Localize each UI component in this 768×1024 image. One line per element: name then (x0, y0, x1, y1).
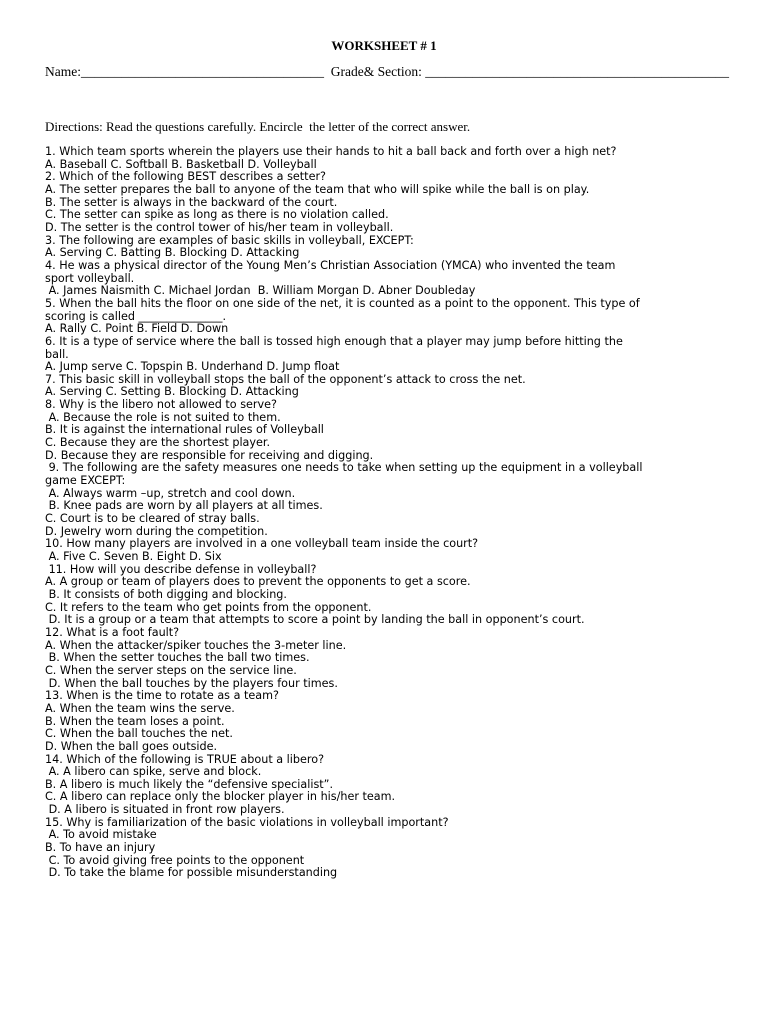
name-grade-section-line: Name:____________________________________ Grade& Section: _____________________________________________ (45, 64, 729, 79)
question-line: C. When the ball touches the net. (45, 727, 233, 741)
question-line: B. It consists of both digging and blocking. (45, 587, 287, 601)
question-line: A. Because the role is not suited to them. (45, 410, 281, 424)
question-line: C. A libero can replace only the blocker player in his/her team. (45, 790, 396, 804)
question-line: 6. It is a type of service where the ball is tossed high enough that a player may jump before hitting the (45, 334, 623, 348)
question-line: B. The setter is always in the backward of the court. (45, 195, 338, 209)
question-line: A. To avoid mistake (45, 828, 157, 842)
question-line: A. Rally C. Point B. Field D. Down (45, 322, 229, 336)
question-line: D. Because they are responsible for receiving and digging. (45, 448, 374, 462)
question-line: A. When the attacker/spiker touches the 3-meter line. (45, 638, 347, 652)
question-line: C. It refers to the team who get points from the opponent. (45, 600, 372, 614)
question-line: A. Serving C. Setting B. Blocking D. Attacking (45, 385, 299, 399)
question-line: D. To take the blame for possible misunderstanding (45, 866, 338, 880)
question-line: 10. How many players are involved in a one volleyball team inside the court? (45, 537, 479, 551)
question-line: 11. How will you describe defense in volleyball? (45, 562, 317, 576)
question-line: 9. The following are the safety measures one needs to take when setting up the equipment in a volleyball (45, 461, 643, 475)
question-line: 5. When the ball hits the floor on one side of the net, it is counted as a point to the opponent. This type of (45, 296, 640, 310)
question-line: B. It is against the international rules of Volleyball (45, 423, 324, 437)
question-line: A. James Naismith C. Michael Jordan B. William Morgan D. Abner Doubleday (45, 284, 476, 298)
question-line: 15. Why is familiarization of the basic violations in volleyball important? (45, 815, 449, 829)
question-line: D. A libero is situated in front row players. (45, 803, 285, 817)
question-line: D. It is a group or a team that attempts to score a point by landing the ball in opponent’s court. (45, 613, 585, 627)
question-line: scoring is called _______________. (45, 309, 226, 323)
question-line: 12. What is a foot fault? (45, 625, 180, 639)
question-line: D. When the ball touches by the players four times. (45, 676, 338, 690)
directions-text: Directions: Read the questions carefully. Encircle the letter of the correct answer. (45, 119, 471, 134)
question-line: 2. Which of the following BEST describes a setter? (45, 170, 326, 184)
question-line: D. When the ball goes outside. (45, 739, 218, 753)
question-line: C. When the server steps on the service line. (45, 663, 297, 677)
worksheet-title: WORKSHEET # 1 (331, 38, 437, 53)
question-line: B. A libero is much likely the “defensive specialist”. (45, 777, 334, 791)
question-line: D. Jewelry worn during the competition. (45, 524, 268, 538)
question-list (45, 146, 735, 880)
question-line: sport volleyball. (45, 271, 135, 285)
question-line: C. Court is to be cleared of stray balls. (45, 512, 260, 526)
question-line: D. The setter is the control tower of his/her team in volleyball. (45, 220, 394, 234)
question-line: 1. Which team sports wherein the players use their hands to hit a ball back and forth over a high net? (45, 145, 617, 158)
question-line: A. Serving C. Batting B. Blocking D. Attacking (45, 246, 300, 260)
question-line: A. When the team wins the serve. (45, 701, 235, 715)
question-line: ball. (45, 347, 69, 361)
question-line: game EXCEPT: (45, 474, 126, 488)
question-line: 7. This basic skill in volleyball stops the ball of the opponent’s attack to cross the net. (45, 372, 526, 386)
question-line: A. A libero can spike, serve and block. (45, 765, 262, 779)
question-line: 3. The following are examples of basic skills in volleyball, EXCEPT: (45, 233, 414, 247)
question-line: B. To have an injury (45, 841, 156, 855)
question-line: 8. Why is the libero not allowed to serve? (45, 398, 277, 412)
question-line: A. Baseball C. Softball B. Basketball D. Volleyball (45, 157, 317, 171)
question-line: B. Knee pads are worn by all players at all times. (45, 499, 323, 513)
question-line: C. The setter can spike as long as there is no violation called. (45, 208, 389, 222)
question-line: B. When the setter touches the ball two times. (45, 651, 310, 665)
question-line: C. Because they are the shortest player. (45, 436, 271, 450)
question-line: A. Jump serve C. Topspin B. Underhand D. Jump float (45, 360, 340, 374)
question-line: B. When the team loses a point. (45, 714, 225, 728)
question-line: C. To avoid giving free points to the opponent (45, 853, 305, 867)
question-line: 13. When is the time to rotate as a team? (45, 689, 279, 703)
question-line: A. Always warm –up, stretch and cool down. (45, 486, 296, 500)
question-line: A. A group or team of players does to prevent the opponents to get a score. (45, 575, 471, 589)
question-line: A. Five C. Seven B. Eight D. Six (45, 550, 222, 563)
question-line: 14. Which of the following is TRUE about a libero? (45, 752, 325, 766)
question-line: A. The setter prepares the ball to anyone of the team that who will spike while the ball is on play. (45, 182, 590, 196)
question-line: 4. He was a physical director of the Young Men’s Christian Association (YMCA) who invented the team (45, 258, 616, 272)
